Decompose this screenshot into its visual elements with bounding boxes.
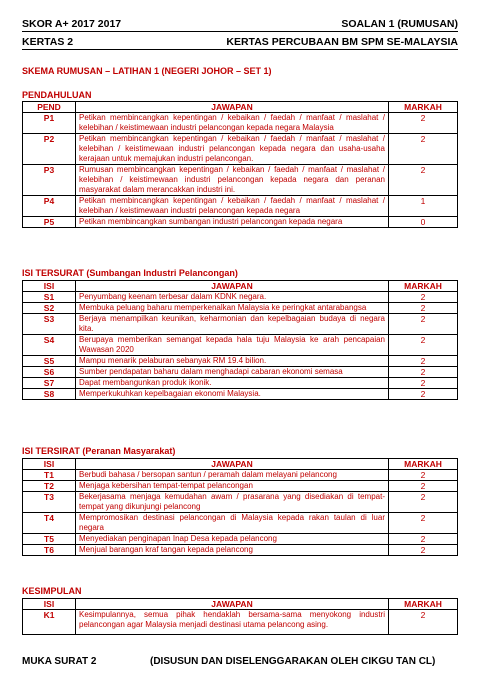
page-header-top [22,18,458,30]
table-row [23,389,458,400]
row-answer: Petikan membincangkan kepentingan / kebaikan / faedah / manfaat / maslahat / kelebihan / keistimewaan industri pelancongan kepada negara Malaysia [76,113,389,134]
row-mark: 2 [389,470,458,481]
table-row [23,356,458,367]
section-title-isi-tersirat: ISI TERSIRAT (Peranan Masyarakat) [22,446,176,456]
table-isi-tersurat [22,280,458,400]
header-divider-top [22,31,458,32]
column-header: JAWAPAN [76,599,389,610]
row-code: S3 [23,314,76,335]
table-row [23,470,458,481]
row-code: P1 [23,113,76,134]
header-right-bottom: KERTAS PERCUBAAN BM SPM SE-MALAYSIA [226,36,458,48]
row-code: S2 [23,303,76,314]
row-code: P2 [23,134,76,165]
row-mark: 1 [389,196,458,217]
column-header: ISI [23,599,76,610]
row-answer: Menjual barangan kraf tangan kepada pelancong [76,545,389,556]
table-kesimpulan [22,598,458,635]
column-header: JAWAPAN [76,459,389,470]
header-right-top: SOALAN 1 (RUMUSAN) [341,18,458,30]
document-title: SKEMA RUMUSAN – LATIHAN 1 (NEGERI JOHOR – SET 1) [22,66,272,76]
row-code: T2 [23,481,76,492]
row-answer: Dapat membangunkan produk ikonik. [76,378,389,389]
table-row [23,292,458,303]
table-row [23,378,458,389]
row-code: T3 [23,492,76,513]
footer-page-number: MUKA SURAT 2 [22,656,97,667]
row-mark: 2 [389,335,458,356]
row-mark: 2 [389,389,458,400]
row-code: S1 [23,292,76,303]
row-code: T1 [23,470,76,481]
row-mark: 2 [389,314,458,335]
row-mark: 2 [389,513,458,534]
row-mark: 2 [389,303,458,314]
row-mark: 2 [389,356,458,367]
row-answer: Menyediakan penginapan Inap Desa kepada pelancong [76,534,389,545]
column-header: PEND [23,102,76,113]
row-answer: Mempromosikan destinasi pelancongan di Malaysia kepada rakan taulan di luar negara [76,513,389,534]
table-row [23,534,458,545]
row-answer: Petikan membincangkan kepentingan / kebaikan / faedah / manfaat / maslahat / kelebihan / keistimewaan industri pelancongan kepada negara [76,196,389,217]
row-code: S6 [23,367,76,378]
row-mark: 2 [389,292,458,303]
row-answer: Menjaga kebersihan tempat-tempat pelancongan [76,481,389,492]
column-header: MARKAH [389,599,458,610]
header-left-bottom: KERTAS 2 [22,36,74,48]
table-row [23,314,458,335]
table-row [23,113,458,134]
row-mark: 2 [389,481,458,492]
row-mark: 2 [389,113,458,134]
row-code: T4 [23,513,76,534]
table-row [23,481,458,492]
row-mark: 2 [389,610,458,635]
row-code: T5 [23,534,76,545]
row-answer: Berupaya memberikan semangat kepada hala tuju Malaysia ke arah pencapaian Wawasan 2020 [76,335,389,356]
column-header: MARKAH [389,281,458,292]
row-answer: Berjaya menampilkan keunikan, keharmonian dan kepelbagaian budaya di negara kita. [76,314,389,335]
column-header: MARKAH [389,102,458,113]
row-answer: Bekerjasama menjaga kemudahan awam / prasarana yang disediakan di tempat-tempat yang dikunjungi pelancong [76,492,389,513]
column-header: MARKAH [389,459,458,470]
row-code: K1 [23,610,76,635]
table-isi-tersirat [22,458,458,556]
row-answer: Penyumbang keenam terbesar dalam KDNK negara. [76,292,389,303]
row-answer: Membuka peluang baharu memperkenalkan Malaysia ke peringkat antarabangsa [76,303,389,314]
row-answer: Petikan membincangkan sumbangan industri pelancongan kepada negara [76,217,389,228]
row-code: P3 [23,165,76,196]
row-mark: 2 [389,534,458,545]
table-row [23,303,458,314]
row-code: S4 [23,335,76,356]
row-code: S5 [23,356,76,367]
row-answer: Mampu menarik pelaburan sebanyak RM 19.4 bilion. [76,356,389,367]
row-answer: Rumusan membincangkan kepentingan / kebaikan / faedah / manfaat / maslahat / kelebihan / keistimewaan industri pelancongan kepada negara dan peranan masyarakat dalam merancakkan industri ini. [76,165,389,196]
table-row [23,196,458,217]
row-code: P4 [23,196,76,217]
section-title-kesimpulan: KESIMPULAN [22,586,82,596]
column-header: ISI [23,281,76,292]
row-code: S7 [23,378,76,389]
column-header: JAWAPAN [76,281,389,292]
column-header: JAWAPAN [76,102,389,113]
row-answer: Memperkukuhkan kepelbagaian ekonomi Malaysia. [76,389,389,400]
table-row [23,513,458,534]
row-code: T6 [23,545,76,556]
row-answer: Berbudi bahasa / bersopan santun / peramah dalam melayani pelancong [76,470,389,481]
table-row [23,545,458,556]
row-code: P5 [23,217,76,228]
table-row [23,367,458,378]
table-pendahuluan [22,101,458,228]
table-row [23,492,458,513]
page-header-bottom [22,36,458,48]
column-header: ISI [23,459,76,470]
row-answer: Petikan membincangkan kepentingan / kebaikan / faedah / manfaat / maslahat / kelebihan / keistimewaan industri pelancongan kepada negara dan usaha-usaha kerajaan untuk memajukan industri pelancongan. [76,134,389,165]
row-answer: Kesimpulannya, semua pihak hendaklah bersama-sama menyokong industri pelancongan agar Malaysia menjadi destinasi utama pelancong asing. [76,610,389,635]
row-mark: 2 [389,134,458,165]
table-row [23,217,458,228]
row-mark: 2 [389,378,458,389]
table-row [23,335,458,356]
table-row [23,165,458,196]
row-mark: 0 [389,217,458,228]
row-mark: 2 [389,367,458,378]
table-row [23,610,458,635]
section-title-isi-tersurat: ISI TERSURAT (Sumbangan Industri Pelancongan) [22,268,238,278]
row-code: S8 [23,389,76,400]
row-mark: 2 [389,545,458,556]
footer-credit: (DISUSUN DAN DISELENGGARAKAN OLEH CIKGU TAN CL) [150,656,436,667]
row-answer: Sumber pendapatan baharu dalam menghadapi cabaran ekonomi semasa [76,367,389,378]
row-mark: 2 [389,492,458,513]
table-row [23,134,458,165]
section-title-pendahuluan: PENDAHULUAN [22,90,92,100]
header-left-top: SKOR A+ 2017 2017 [22,18,122,30]
row-mark: 2 [389,165,458,196]
header-divider-bottom [22,49,458,50]
